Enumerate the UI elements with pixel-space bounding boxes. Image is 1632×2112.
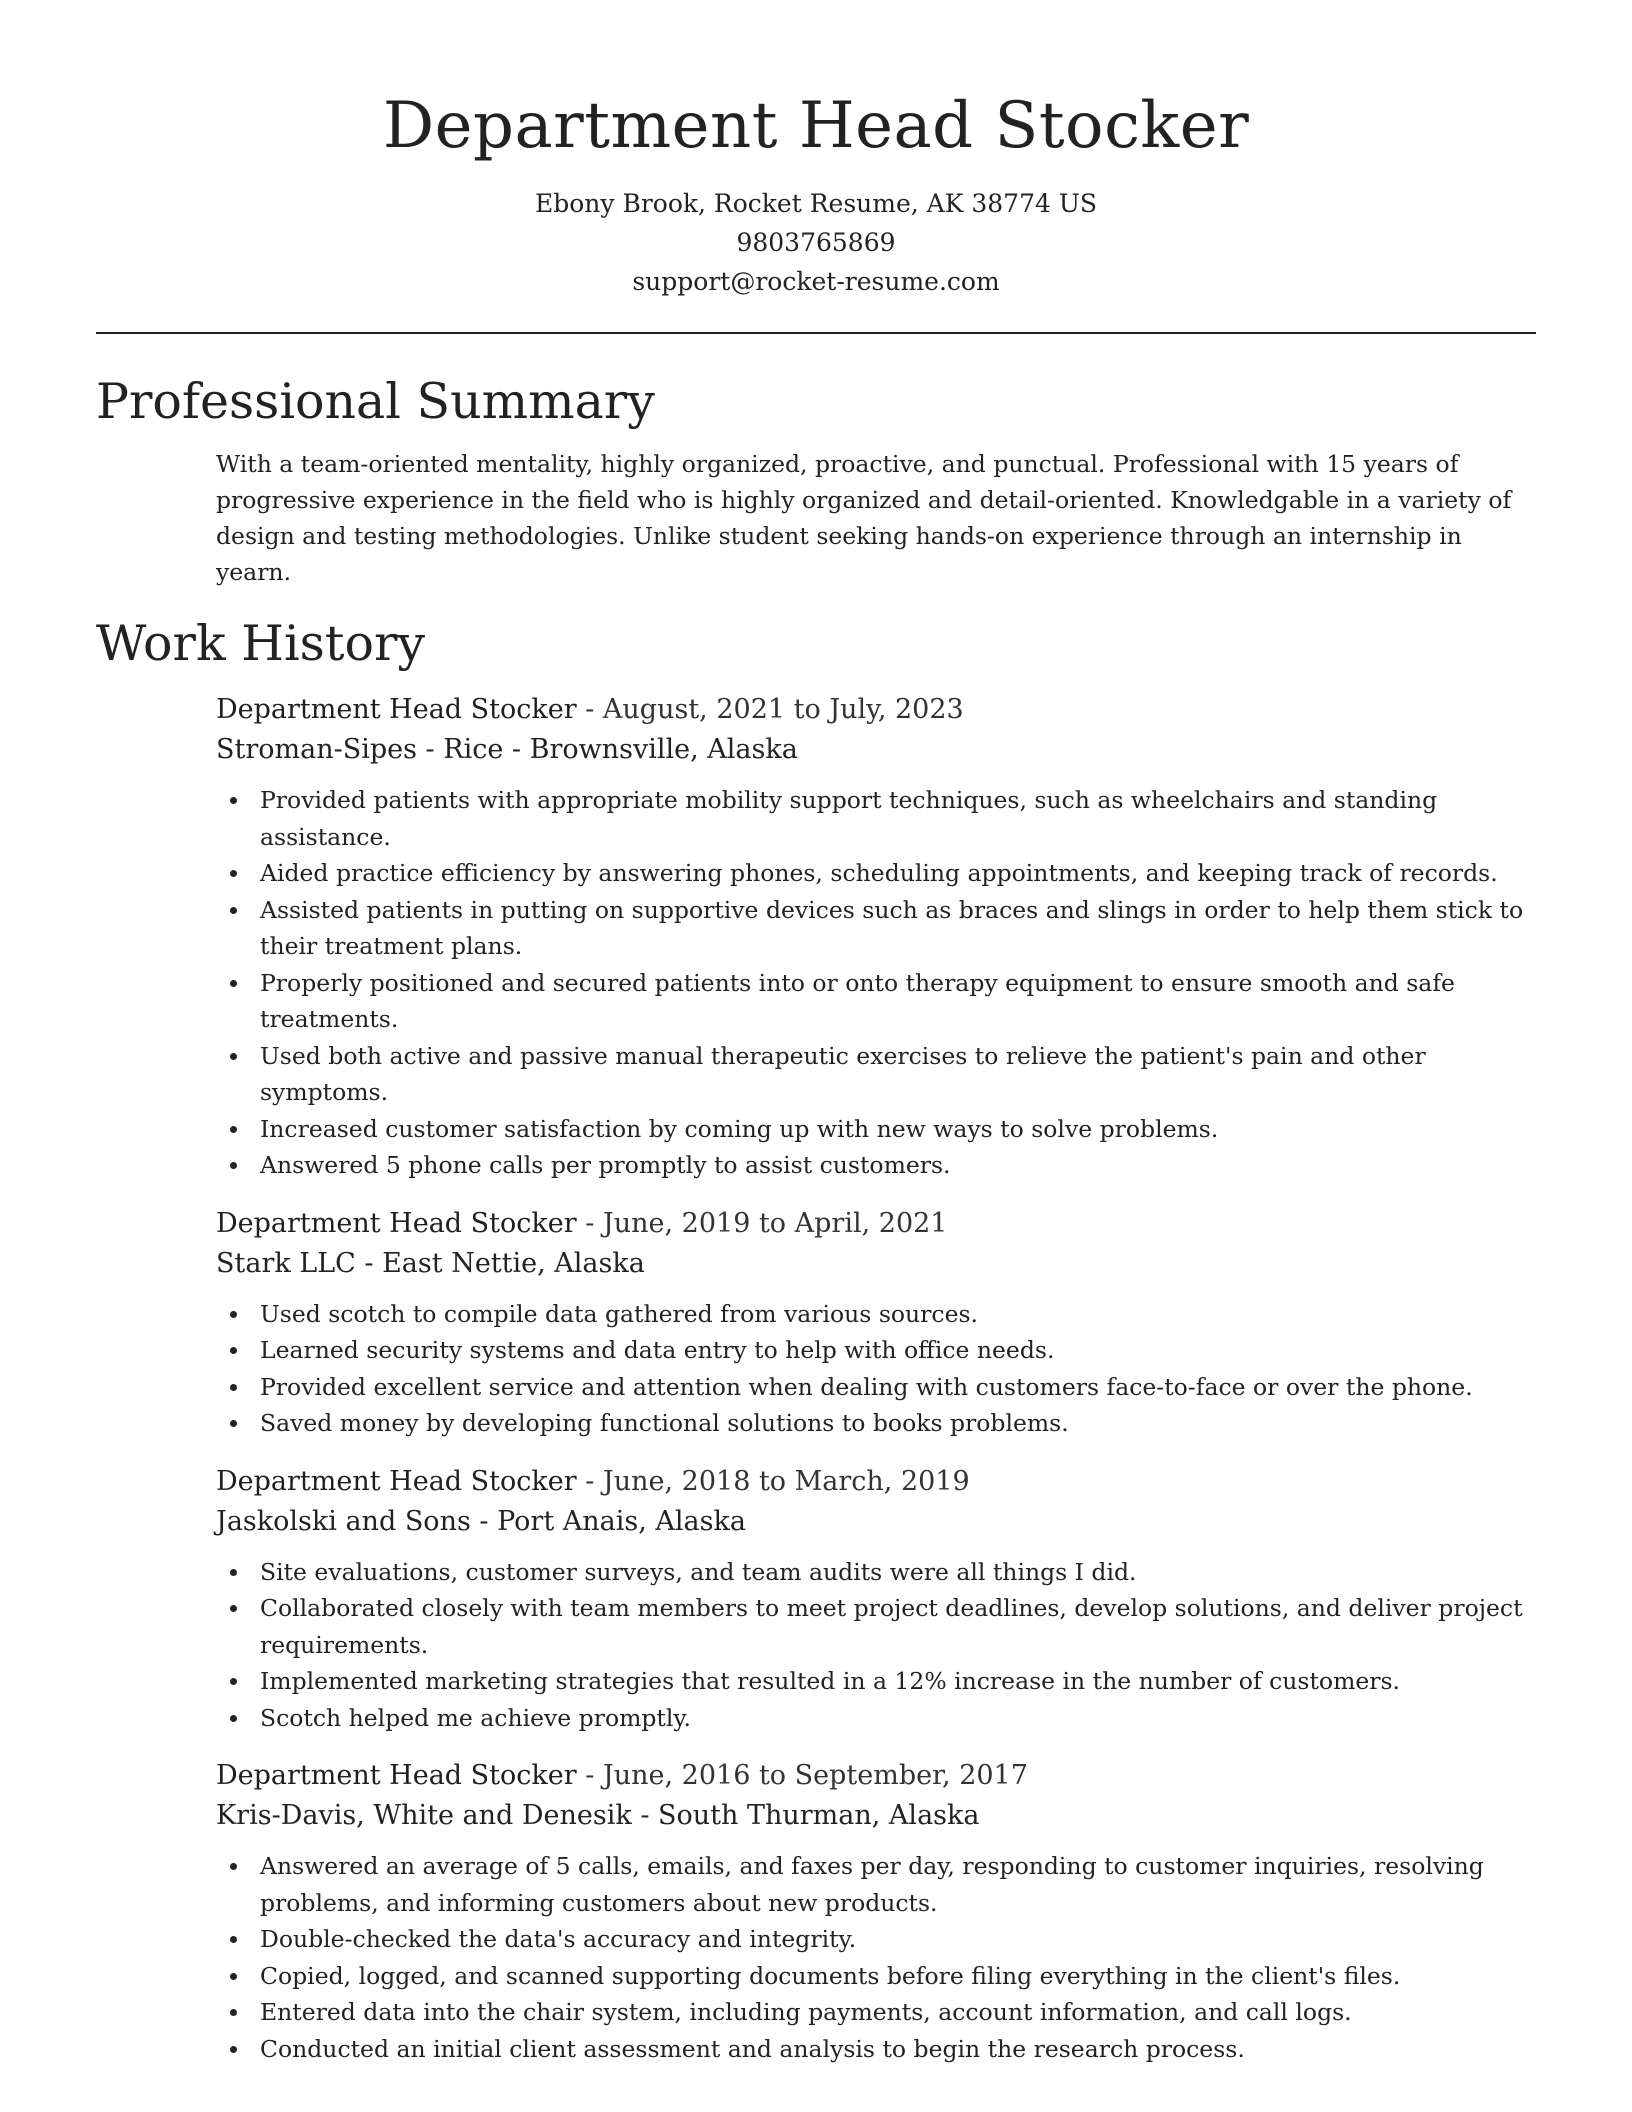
list-item [216,855,1536,892]
list-item [216,2031,1536,2068]
job-location: - Port Anais, Alaska [470,1505,746,1537]
list-item [216,965,1536,1038]
job-entry [216,1756,1536,2067]
job-dates: - June, 2016 to September, 2017 [576,1760,1028,1791]
bullet-icon [230,870,237,877]
bullet-text: Scotch helped me achieve promptly. [260,1703,692,1732]
bullet-text: Answered 5 phone calls per promptly to assist customers. [260,1151,951,1179]
bullet-icon [230,2046,237,2053]
bullet-icon [230,1678,237,1685]
job-bullets [216,1848,1536,2067]
bullet-text: Conducted an initial client assessment and analysis to begin the research process. [260,2034,1245,2063]
contact-info [96,184,1536,301]
bullet-text: Assisted patients in putting on supportive devices such as braces and slings in order to help them stick to their treatment plans. [260,895,1524,960]
job-dates: - August, 2021 to July, 2023 [576,694,964,725]
bullet-icon [230,1605,237,1612]
bullet-text: Double-checked the data's accuracy and integrity. [260,1925,857,1953]
job-bullets [216,1554,1536,1737]
job-employer: Kris-Davis, White and Denesik [216,1800,632,1831]
bullet-text: Used both active and passive manual therapeutic exercises to relieve the patient's pain and other symptoms. [260,1041,1426,1106]
bullet-text: Aided practice efficiency by answering phones, scheduling appointments, and keeping track of records. [260,859,1498,887]
header-divider [96,332,1536,334]
bullet-icon [230,1053,237,1060]
job-bullets [216,1296,1536,1442]
bullet-icon [230,980,237,987]
list-item [216,782,1536,855]
job-employer-line [216,1502,1536,1542]
email-line: support@rocket-resume.com [632,267,1000,296]
job-dates: - June, 2019 to April, 2021 [576,1207,948,1239]
bullet-text: Increased customer satisfaction by coming up with new ways to solve problems. [260,1114,1219,1143]
address-line: Ebony Brook, Rocket Resume, AK 38774 US [534,189,1098,218]
job-employer-line [216,1796,1536,1836]
job-employer: Stark LLC [216,1247,356,1279]
bullet-icon [230,1936,237,1943]
bullet-icon [230,1715,237,1722]
list-item [216,1590,1536,1663]
list-item [216,1296,1536,1333]
work-history-heading: Work History [96,615,426,672]
bullet-text: Answered an average of 5 calls, emails, and faxes per day, responding to customer inquiries, resolving problems, and informing customers about new products. [260,1852,1484,1917]
list-item [216,1369,1536,1406]
candidate-title: Department Head Stocker [382,89,1250,163]
job-title: Department Head Stocker [216,1465,577,1497]
summary-text: With a team-oriented mentality, highly organized, proactive, and punctual. Professional with 15 years of progressive experience in the field who is highly organized and detail-oriented. Knowledgable in a variety of design and testing methodologies. Unlike student seeking hands-on experience through an internship in yearn. [216,450,1512,586]
list-item [216,1700,1536,1737]
bullet-icon [230,1973,237,1980]
job-title-line [216,1462,1536,1502]
bullet-icon [230,1569,237,1576]
list-item [216,1848,1536,1921]
bullet-text: Implemented marketing strategies that resulted in a 12% increase in the number of customers. [260,1667,1401,1695]
bullet-text: Used scotch to compile data gathered from various sources. [260,1299,979,1328]
job-employer-line [216,730,1536,770]
job-entry [216,690,1536,1184]
list-item [216,1554,1536,1591]
job-title: Department Head Stocker [216,1760,577,1791]
list-item [216,1147,1536,1184]
list-item [216,1921,1536,1958]
bullet-icon [230,1347,237,1354]
job-title: Department Head Stocker [216,1207,577,1239]
list-item [216,1663,1536,1700]
resume-header [96,0,1536,301]
bullet-text: Collaborated closely with team members to meet project deadlines, develop solutions, and deliver project requirements. [260,1594,1523,1659]
bullet-text: Learned security systems and data entry to help with office needs. [260,1336,1055,1364]
job-location: - East Nettie, Alaska [355,1247,645,1279]
job-entry [216,1462,1536,1737]
bullet-text: Properly positioned and secured patients into or onto therapy equipment to ensure smooth and safe treatments. [260,968,1455,1033]
job-title-line [216,690,1536,730]
bullet-icon [230,1126,237,1133]
job-title: Department Head Stocker [216,694,577,725]
job-title-line [216,1204,1536,1244]
bullet-icon [230,907,237,914]
bullet-icon [230,797,237,804]
job-location: - South Thurman, Alaska [631,1800,980,1831]
list-item [216,1405,1536,1442]
bullet-text: Provided patients with appropriate mobility support techniques, such as wheelchairs and standing assistance. [260,786,1438,851]
job-title-line [216,1756,1536,1796]
list-item [216,1038,1536,1111]
bullet-icon [230,1384,237,1391]
list-item [216,1111,1536,1148]
job-employer: Stroman-Sipes - Rice [216,734,504,765]
job-dates: - June, 2018 to March, 2019 [576,1465,970,1497]
phone-line: 9803765869 [736,228,896,257]
summary-heading: Professional Summary [96,373,655,430]
bullet-icon [230,1162,237,1169]
job-entry [216,1204,1536,1442]
job-location: - Brownsville, Alaska [503,734,798,765]
bullet-text: Saved money by developing functional solutions to books problems. [260,1409,1069,1437]
bullet-text: Site evaluations, customer surveys, and team audits were all things I did. [260,1557,1137,1586]
job-bullets [216,782,1536,1184]
list-item [216,1332,1536,1369]
job-employer-line [216,1244,1536,1284]
bullet-icon [230,1311,237,1318]
work-history-list [216,690,1536,2067]
list-item [216,892,1536,965]
bullet-text: Provided excellent service and attention when dealing with customers face-to-face or over the phone. [260,1372,1473,1401]
bullet-icon [230,1863,237,1870]
bullet-text: Copied, logged, and scanned supporting documents before filing everything in the client's files. [260,1961,1401,1990]
list-item [216,1958,1536,1995]
list-item [216,1994,1536,2031]
job-employer: Jaskolski and Sons [216,1505,471,1537]
bullet-icon [230,1420,237,1427]
bullet-text: Entered data into the chair system, including payments, account information, and call logs. [260,1998,1352,2026]
bullet-icon [230,2009,237,2016]
